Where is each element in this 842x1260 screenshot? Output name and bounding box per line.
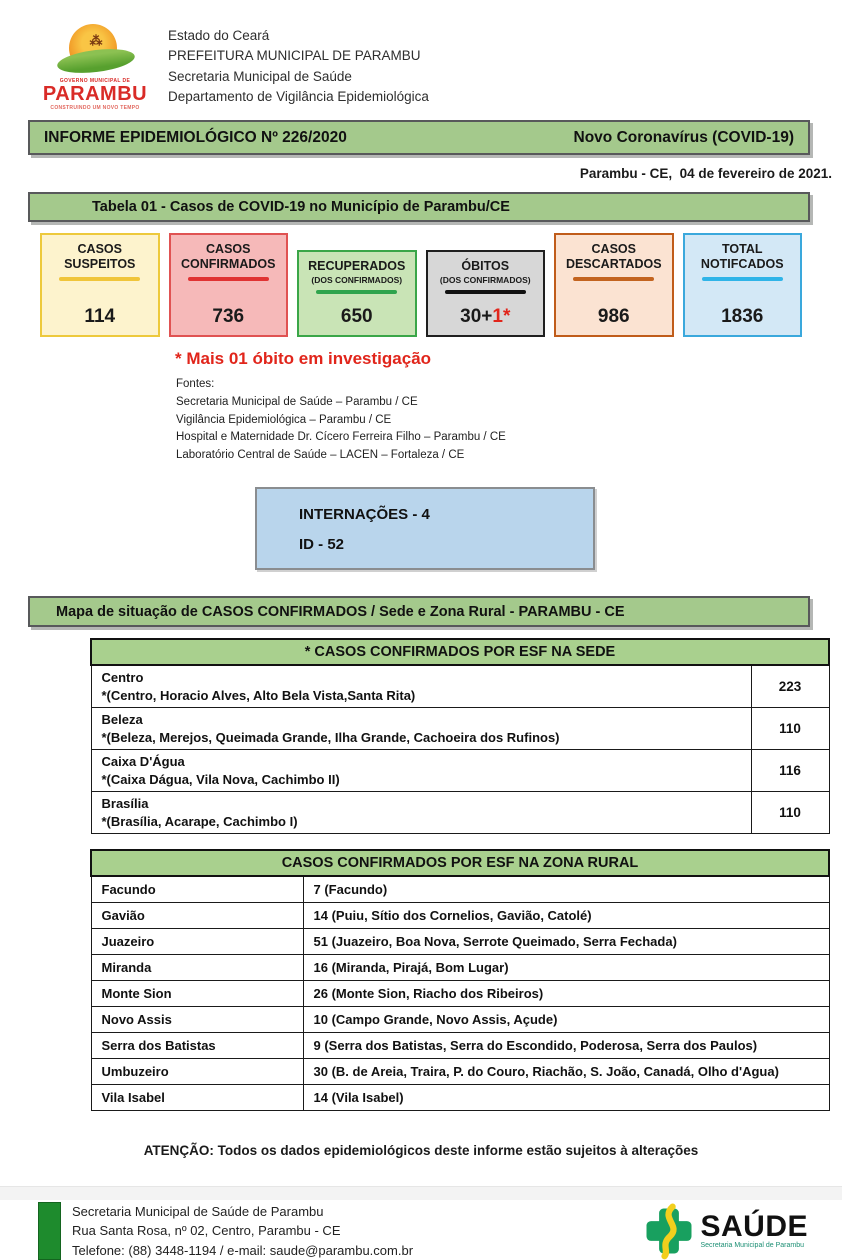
esf-detail: 7 (Facundo) (303, 876, 829, 902)
card-total-notificados (683, 233, 803, 337)
report-subject: Novo Coronavírus (COVID-19) (573, 128, 794, 146)
rural-table (90, 849, 830, 1111)
id-line: ID - 52 (299, 536, 345, 554)
esf-detail: 14 (Puiu, Sítio dos Cornelios, Gavião, Catolé) (303, 902, 829, 928)
hill-icon (56, 45, 136, 76)
card-underline (573, 277, 654, 281)
saude-cross-icon (642, 1204, 696, 1258)
esf-detail: 10 (Campo Grande, Novo Assis, Açude) (303, 1006, 829, 1032)
obitos-investigation-value: 1* (492, 306, 511, 327)
rural-table-header: CASOS CONFIRMADOS POR ESF NA ZONA RURAL (91, 850, 829, 876)
esf-name: Miranda (91, 954, 303, 980)
table-row (91, 750, 829, 792)
esf-name: Vila Isabel (91, 1084, 303, 1110)
footer (38, 1202, 808, 1260)
logo-name: PARAMBU (42, 83, 148, 105)
footer-line-phone-email: Telefone: (88) 3448-1194 / e-mail: saude@parambu.com.br (72, 1242, 414, 1258)
esf-detail: 16 (Miranda, Pirajá, Bom Lugar) (303, 954, 829, 980)
esf-detail: 30 (B. de Areia, Traira, P. do Couro, Riachão, S. João, Canadá, Olho d'Agua) (303, 1058, 829, 1084)
saude-logo-subtitle: Secretaria Municipal de Parambu (700, 1241, 804, 1249)
esf-name: Novo Assis (91, 1006, 303, 1032)
esf-count: 116 (751, 750, 829, 792)
logo-top-text: GOVERNO MUNICIPAL DE (59, 78, 131, 84)
saude-logo (642, 1204, 808, 1258)
card-title: RECUPERADOS (308, 259, 406, 273)
card-underline (316, 290, 397, 294)
date-line: Parambu - CE, 04 de fevereiro de 2021. (579, 166, 832, 181)
header (0, 0, 842, 111)
esf-name: Brasília (101, 796, 149, 812)
esf-detail: *(Caixa Dágua, Vila Nova, Cachimbo II) (101, 771, 340, 787)
tabela01-title: Tabela 01 - Casos de COVID-19 no Município de Parambu/CE (92, 199, 510, 215)
esf-count: 110 (751, 708, 829, 750)
table-row (91, 792, 829, 834)
card-value: 650 (340, 306, 373, 327)
esf-detail: 51 (Juazeiro, Boa Nova, Serrote Queimado, Serra Fechada) (303, 928, 829, 954)
esf-name: Serra dos Batistas (91, 1032, 303, 1058)
page-bottom-edge (0, 1186, 842, 1200)
card-title: ÓBITOS (461, 259, 510, 273)
esf-name: Centro (101, 670, 144, 686)
table-row (91, 1006, 829, 1032)
table-row (91, 665, 829, 708)
parambu-logo (36, 24, 154, 111)
table-row (91, 980, 829, 1006)
org-block (168, 24, 429, 107)
esf-detail: *(Brasília, Acarape, Cachimbo I) (101, 813, 298, 829)
card-casos-confirmados (169, 233, 289, 337)
card-title: CASOS SUSPEITOS (64, 242, 136, 271)
card-casos-descartados (554, 233, 674, 337)
sede-table (90, 638, 830, 834)
table-row (91, 1058, 829, 1084)
table-row (91, 1084, 829, 1110)
source-item: Hospital e Maternidade Dr. Cícero Ferreira Filho – Parambu / CE (176, 431, 506, 444)
org-line-prefeitura: PREFEITURA MUNICIPAL DE PARAMBU (168, 48, 421, 64)
esf-detail: 9 (Serra dos Batistas, Serra do Escondido, Poderosa, Serra dos Paulos) (303, 1032, 829, 1058)
footer-green-bar (38, 1202, 61, 1260)
esf-count: 223 (751, 665, 829, 708)
card-underline (445, 290, 526, 294)
org-line-state: Estado do Ceará (168, 28, 270, 43)
card-title: CASOS CONFIRMADOS (181, 242, 276, 271)
tabela01-bar (28, 192, 810, 222)
esf-count: 110 (751, 792, 829, 834)
summary-cards (40, 233, 802, 337)
report-title: INFORME EPIDEMIOLÓGICO Nº 226/2020 (44, 128, 347, 146)
esf-detail: *(Centro, Horacio Alves, Alto Bela Vista,Santa Rita) (101, 687, 416, 703)
sources-block (176, 376, 842, 465)
esf-detail: 14 (Vila Isabel) (303, 1084, 829, 1110)
internacoes-box (255, 487, 595, 570)
card-value: 1836 (721, 306, 764, 327)
card-title: TOTAL NOTIFCADOS (700, 242, 784, 271)
logo-bottom-text: CONSTRUINDO UM NOVO TEMPO (50, 105, 140, 111)
table-row (91, 876, 829, 902)
card-value: 986 (597, 306, 630, 327)
source-item: Vigilância Epidemiológica – Parambu / CE (176, 413, 392, 426)
saude-logo-title: SAÚDE (700, 1209, 808, 1243)
source-item: Laboratório Central de Saúde – LACEN – Fortaleza / CE (176, 449, 465, 462)
card-obitos (426, 250, 546, 337)
org-line-departamento: Departamento de Vigilância Epidemiológica (168, 88, 429, 104)
table-row (91, 954, 829, 980)
card-underline (702, 277, 783, 281)
table-row (91, 928, 829, 954)
org-line-secretaria: Secretaria Municipal de Saúde (168, 68, 352, 84)
footer-line-address: Rua Santa Rosa, nº 02, Centro, Parambu - CE (72, 1223, 341, 1239)
esf-name: Gavião (91, 902, 303, 928)
esf-name: Caixa D'Água (101, 754, 185, 770)
footer-contact (38, 1202, 413, 1260)
esf-detail: 26 (Monte Sion, Riacho dos Ribeiros) (303, 980, 829, 1006)
card-underline (59, 277, 140, 281)
death-investigation-note: * Mais 01 óbito em investigação (175, 349, 432, 368)
table-row (91, 1032, 829, 1058)
title-bar (28, 120, 810, 155)
esf-name: Juazeiro (91, 928, 303, 954)
card-value: 114 (84, 306, 116, 327)
card-underline (188, 277, 269, 281)
card-subtitle: (DOS CONFIRMADOS) (439, 275, 531, 285)
attention-note: ATENÇÃO: Todos os dados epidemiológicos deste informe estão sujeitos à alterações (143, 1142, 699, 1158)
people-icon: ⁂ (89, 33, 103, 48)
esf-name: Umbuzeiro (91, 1058, 303, 1084)
esf-name: Facundo (91, 876, 303, 902)
esf-name: Beleza (101, 712, 143, 728)
internacoes-line: INTERNAÇÕES - 4 (299, 506, 430, 524)
card-value: 30+1* (460, 306, 511, 327)
esf-name: Monte Sion (91, 980, 303, 1006)
map-situation-bar (28, 596, 810, 627)
map-situation-title: Mapa de situação de CASOS CONFIRMADOS / Sede e Zona Rural - PARAMBU - CE (56, 603, 625, 620)
card-title: CASOS DESCARTADOS (565, 242, 662, 271)
source-item: Secretaria Municipal de Saúde – Parambu / CE (176, 395, 418, 408)
table-row (91, 708, 829, 750)
sources-label: Fontes: (176, 378, 215, 390)
footer-line-org: Secretaria Municipal de Saúde de Parambu (72, 1203, 324, 1219)
card-casos-suspeitos (40, 233, 160, 337)
sede-table-header: * CASOS CONFIRMADOS POR ESF NA SEDE (91, 639, 829, 665)
parambu-logo-art (55, 24, 135, 76)
card-recuperados (297, 250, 417, 337)
card-subtitle: (DOS CONFIRMADOS) (311, 275, 403, 285)
table-row (91, 902, 829, 928)
esf-detail: *(Beleza, Merejos, Queimada Grande, Ilha Grande, Cachoeira dos Rufinos) (101, 729, 560, 745)
card-value: 736 (212, 306, 245, 327)
